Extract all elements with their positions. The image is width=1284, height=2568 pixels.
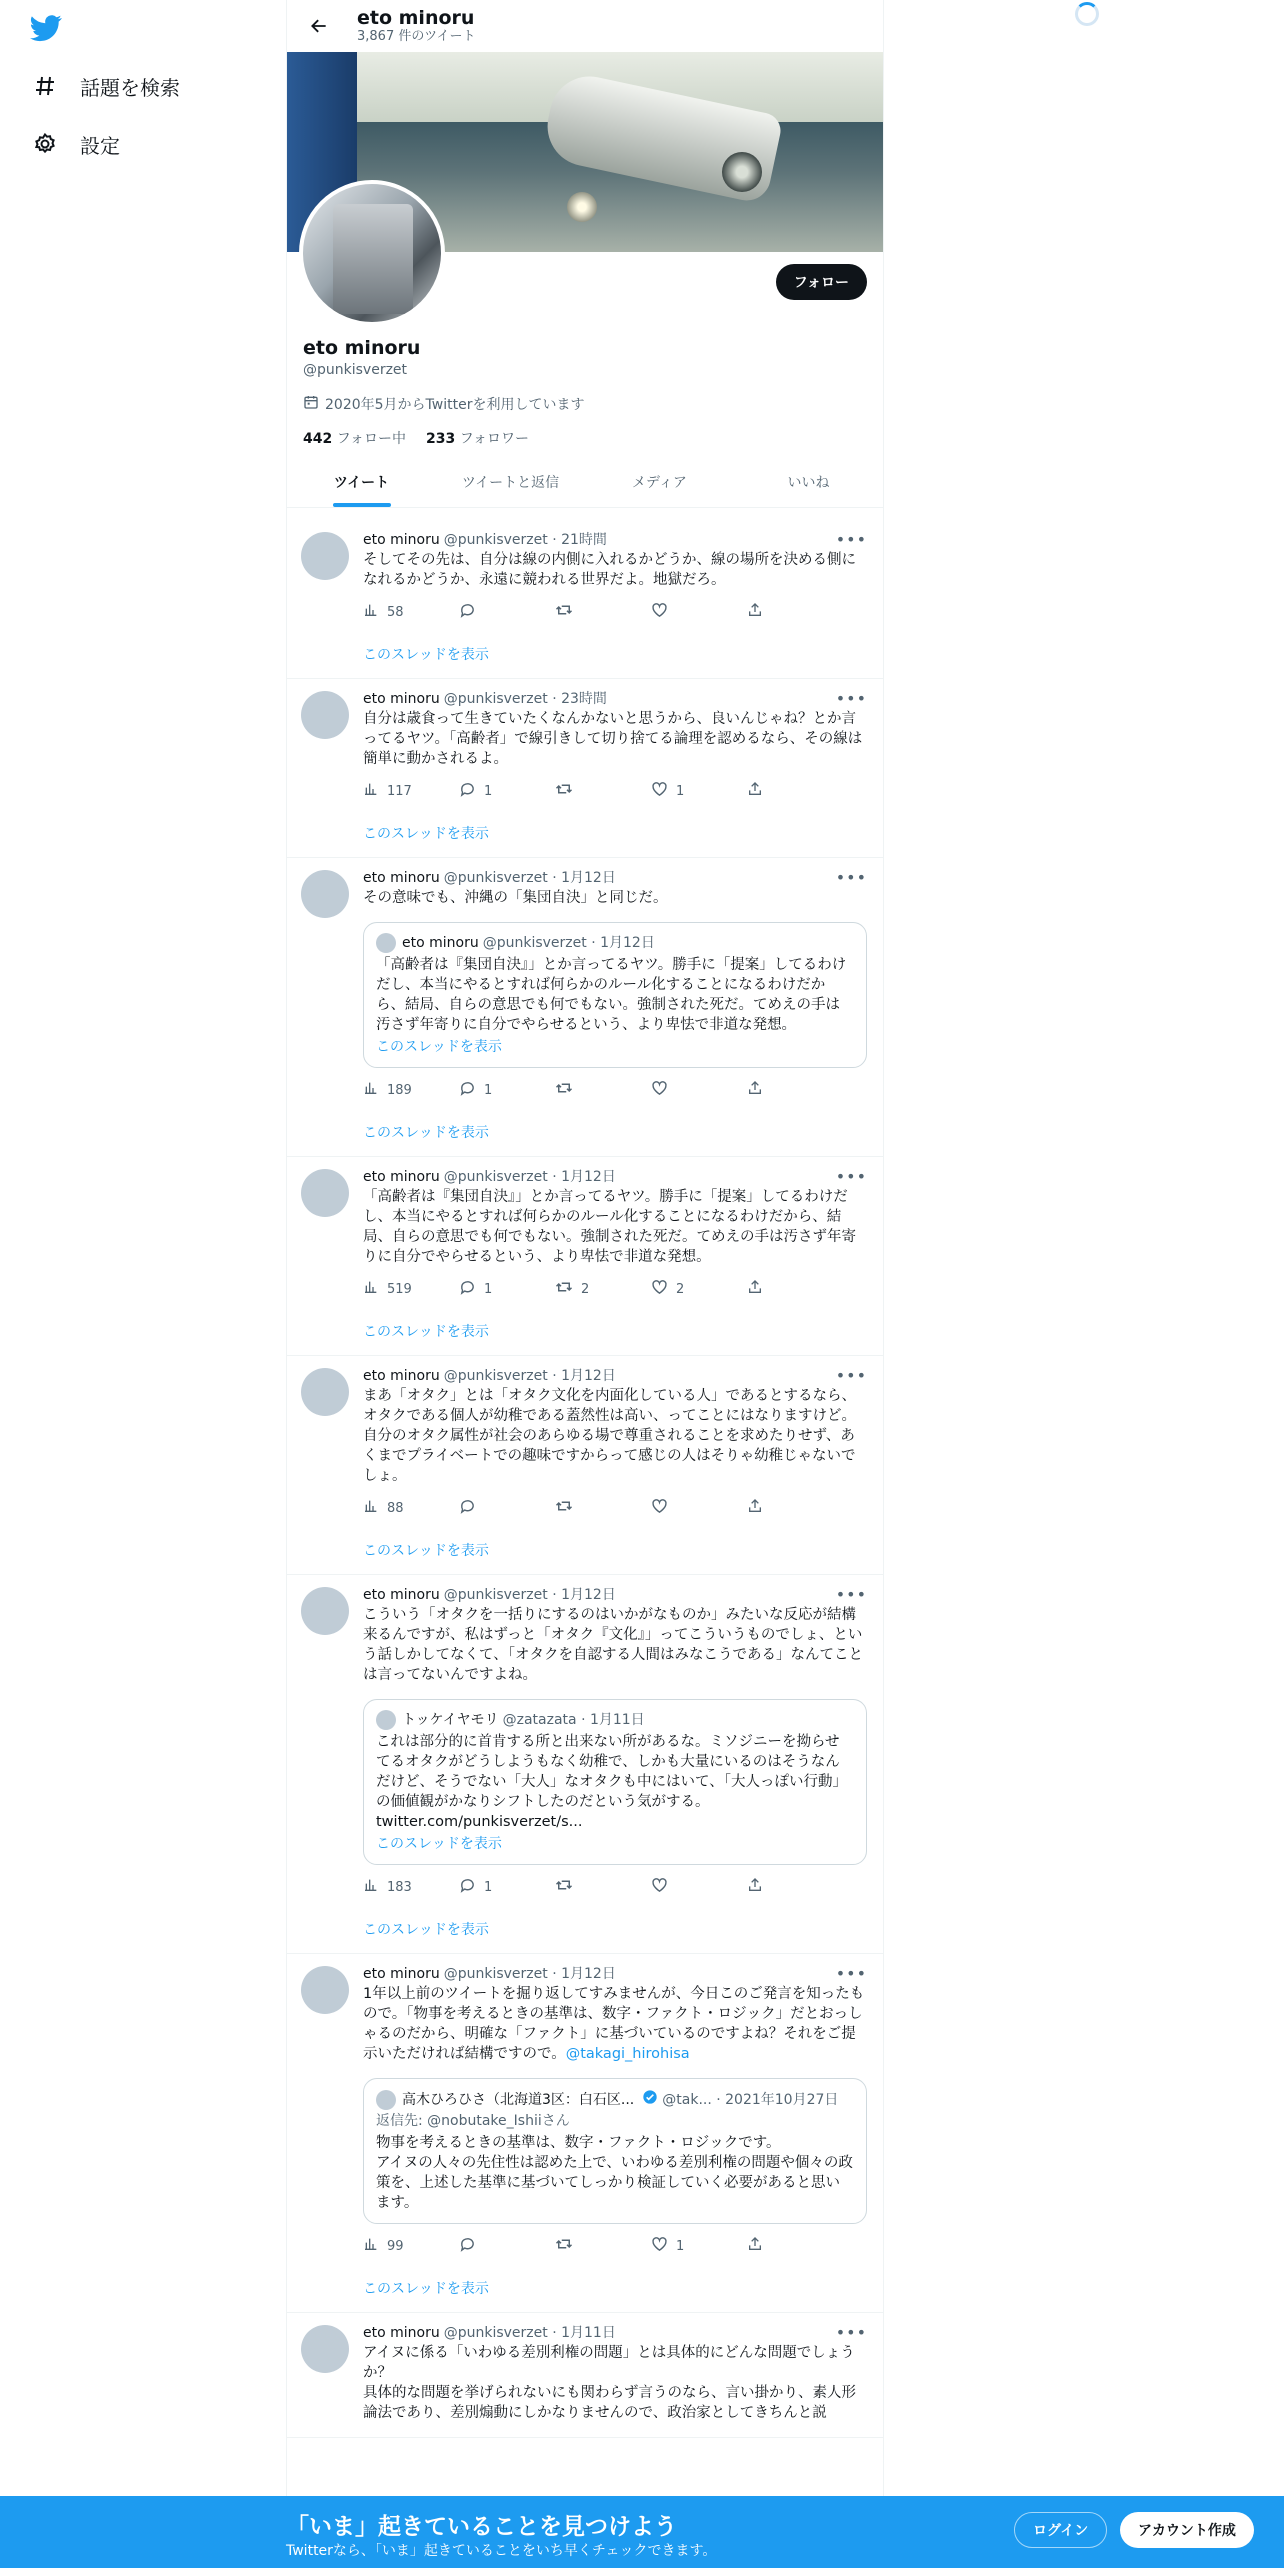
retweet-button[interactable]	[555, 1876, 651, 1898]
more-options-icon[interactable]: •••	[835, 868, 867, 887]
profile-info	[303, 336, 584, 448]
reply-button[interactable]: 1	[459, 1877, 555, 1898]
tweet-author-handle[interactable]: @punkisverzet	[443, 1966, 548, 1982]
retweet-icon	[555, 1278, 581, 1300]
twitter-logo-icon[interactable]	[30, 12, 66, 48]
share-icon	[747, 1498, 771, 1518]
left-sidebar	[0, 0, 286, 2568]
header-tweet-count: 3,867 件のツイート	[357, 29, 476, 44]
quote-thread-link[interactable]: このスレッドを表示	[376, 1039, 502, 1055]
share-button[interactable]	[747, 1279, 843, 1299]
heart-icon	[651, 1877, 676, 1898]
tweet-text: その意味でも、沖縄の「集団自決」と同じだ。	[363, 890, 668, 906]
retweet-icon	[555, 601, 581, 623]
retweet-icon	[555, 2235, 581, 2257]
tweet-author-name[interactable]: eto minoru	[363, 1169, 440, 1185]
views-icon	[363, 1498, 387, 1518]
show-thread-link[interactable]: このスレッドを表示	[363, 1543, 489, 1559]
reply-button[interactable]: 1	[459, 1279, 555, 1300]
tweet-text: まあ「オタク」とは「オタク文化を内面化している人」であるとするなら、オタクである個人が幼稚である蓋然性は高い、ってことにはなりますけど。自分のオタク属性が社会のあらゆる場で尊重されることを求めたりせず、あくまでプライベートでの趣味ですからって感じの人はそりゃ幼稚じゃないでしょ。	[363, 1388, 856, 1484]
quote-author-handle: @zatazata	[502, 1712, 577, 1728]
tweet-author-handle[interactable]: @punkisverzet	[443, 2325, 548, 2341]
show-thread-link[interactable]: このスレッドを表示	[363, 2281, 489, 2297]
quote-author-name: 高木ひろひさ（北海道3区：白石区...	[402, 2092, 635, 2108]
tab-likes[interactable]: いいね	[787, 474, 830, 491]
reply-icon	[459, 1877, 484, 1898]
tweet[interactable]	[287, 2313, 883, 2438]
tweet-author-handle[interactable]: @punkisverzet	[443, 532, 548, 548]
quote-reply-to: 返信先: @nobutake_Ishiiさん	[376, 2113, 570, 2129]
signup-banner	[0, 2496, 1284, 2568]
tweet-text: 自分は歳食って生きていたくなんかないと思うから、良いんじゃね？とか言ってるヤツ。「高齢者」で線引きして切り捨てる論理を認めるなら、その線は簡単に動かされるよ。	[363, 711, 863, 767]
retweet-icon	[555, 1497, 581, 1519]
quote-avatar	[376, 1710, 396, 1730]
tweet-author-handle[interactable]: @punkisverzet	[443, 1368, 548, 1384]
more-options-icon[interactable]: •••	[835, 1585, 867, 1604]
share-button[interactable]	[747, 1080, 843, 1100]
quote-thread-link[interactable]: このスレッドを表示	[376, 1836, 502, 1852]
tweet-actions	[363, 2234, 867, 2258]
quote-author-handle: @punkisverzet	[482, 935, 587, 951]
show-thread-link[interactable]: このスレッドを表示	[363, 647, 489, 663]
quoted-tweet[interactable]	[363, 2078, 867, 2224]
tweet-author-name[interactable]: eto minoru	[363, 2325, 440, 2341]
tweet-avatar[interactable]	[301, 2325, 349, 2373]
tweet-avatar[interactable]	[301, 691, 349, 739]
reply-icon	[459, 781, 484, 802]
tweet-text: こういう「オタクを一括りにするのはいかがなものか」みたいな反応が結構来るんですが、私はずっと「オタク『文化』」ってこういうものでしょ、という話しかしてなくて、「オタクを自認する人間はみなこうである」なんてことは言ってないんですよね。	[363, 1607, 863, 1683]
views-button[interactable]: 99	[363, 2236, 459, 2256]
like-button[interactable]	[651, 1498, 747, 1519]
tweet-author-name[interactable]: eto minoru	[363, 532, 440, 548]
retweet-icon	[555, 1079, 581, 1101]
tab-tweets-and-replies[interactable]: ツイートと返信	[461, 474, 560, 491]
reply-icon	[459, 1080, 484, 1101]
retweet-button[interactable]	[555, 780, 651, 802]
tweet-author-handle[interactable]: @punkisverzet	[443, 691, 548, 707]
quote-avatar	[376, 2090, 396, 2110]
login-button[interactable]: ログイン	[1014, 2512, 1107, 2548]
tweet-time[interactable]: · 1月11日	[552, 2325, 616, 2341]
calendar-icon	[303, 394, 319, 414]
profile-tabs	[287, 456, 883, 508]
share-icon	[747, 781, 771, 801]
tweet[interactable]	[287, 1356, 883, 1575]
views-button[interactable]: 519	[363, 1279, 459, 1299]
profile-handle: @punkisverzet	[303, 362, 408, 378]
quote-time: · 1月12日	[591, 935, 655, 951]
like-button[interactable]	[651, 1080, 747, 1101]
more-options-icon[interactable]: •••	[835, 1366, 867, 1385]
more-options-icon[interactable]: •••	[835, 1964, 867, 1983]
heart-icon	[651, 1080, 676, 1101]
reply-icon	[459, 602, 484, 623]
hashtag-icon	[30, 71, 60, 101]
tweet-avatar[interactable]	[301, 1966, 349, 2014]
views-icon	[363, 1080, 387, 1100]
back-arrow-icon[interactable]	[301, 8, 337, 44]
profile-column	[286, 0, 884, 2568]
tweet-author-handle[interactable]: @punkisverzet	[443, 870, 548, 886]
views-button[interactable]: 58	[363, 602, 459, 622]
nav-settings[interactable]	[30, 120, 120, 168]
share-button[interactable]	[747, 781, 843, 801]
tweet-avatar[interactable]	[301, 1368, 349, 1416]
tweet-actions	[363, 1496, 867, 1520]
show-thread-link[interactable]: このスレッドを表示	[363, 826, 489, 842]
tweet[interactable]	[287, 520, 883, 679]
retweet-button[interactable]: 2	[555, 1278, 651, 1300]
nav-explore-label: 話題を検索	[80, 75, 180, 100]
tweet-author-name[interactable]: eto minoru	[363, 1966, 440, 1982]
tweet[interactable]	[287, 1575, 883, 1954]
like-button[interactable]: 1	[651, 781, 747, 802]
tweet-time[interactable]: · 1月12日	[552, 1587, 616, 1603]
tweet-time[interactable]: · 21時間	[552, 532, 607, 548]
quote-time: · 1月11日	[581, 1712, 645, 1728]
quote-text: 「高齢者は『集団自決』」とか言ってるヤツ。勝手に「提案」してるわけだし、本当にやるとすれば何らかのルール化することになるわけだから、結局、自らの意思でも何でもない。強制された死だ。てめえの手は汚さず年寄りに自分でやらせるという、より卑怯で非道な発想。	[376, 957, 847, 1033]
tweet-text: 「高齢者は『集団自決』」とか言ってるヤツ。勝手に「提案」してるわけだし、本当にやるとすれば何らかのルール化することになるわけだから、結局、自らの意思でも何でもない。強制された死だ。てめえの手は汚さず年寄りに自分でやらせるという、より卑怯で非道な発想。	[363, 1189, 856, 1265]
reply-icon	[459, 1279, 484, 1300]
profile-avatar[interactable]	[299, 180, 445, 326]
reply-icon	[459, 1498, 484, 1519]
joined-date: 2020年5月からTwitterを利用しています	[303, 394, 584, 414]
tweet-actions	[363, 1078, 867, 1102]
tweet-avatar[interactable]	[301, 532, 349, 580]
tab-media[interactable]: メディア	[632, 474, 687, 491]
retweet-icon	[555, 780, 581, 802]
tab-tweets[interactable]: ツイート	[287, 456, 436, 507]
signup-headline: 「いま」起きていることを見つけよう	[286, 2514, 677, 2540]
share-button[interactable]	[747, 2236, 843, 2256]
tweet-author-name[interactable]: eto minoru	[363, 1587, 440, 1603]
heart-icon	[651, 2236, 676, 2257]
heart-icon	[651, 1498, 676, 1519]
show-thread-link[interactable]: このスレッドを表示	[363, 1922, 489, 1938]
nav-explore[interactable]	[30, 62, 180, 110]
profile-name: eto minoru	[303, 337, 421, 359]
tweet[interactable]	[287, 1954, 883, 2313]
signup-subline: Twitterなら、「いま」起きていることをいち早くチェックできます。	[286, 2543, 717, 2559]
more-options-icon[interactable]: •••	[835, 689, 867, 708]
nav-settings-label: 設定	[80, 133, 120, 158]
tweet[interactable]	[287, 858, 883, 1157]
tweet-time[interactable]: · 23時間	[552, 691, 607, 707]
more-options-icon[interactable]: •••	[835, 1167, 867, 1186]
quote-author-name: eto minoru	[402, 935, 479, 951]
retweet-button[interactable]	[555, 2235, 651, 2257]
views-button[interactable]: 117	[363, 781, 459, 801]
views-button[interactable]: 88	[363, 1498, 459, 1518]
show-thread-link[interactable]: このスレッドを表示	[363, 1125, 489, 1141]
views-icon	[363, 2236, 387, 2256]
tweet-time[interactable]: · 1月12日	[552, 1368, 616, 1384]
tweet-time[interactable]: · 1月12日	[552, 1169, 616, 1185]
more-options-icon[interactable]: •••	[835, 530, 867, 549]
tweet-author-name[interactable]: eto minoru	[363, 1368, 440, 1384]
tweet-text: アイヌに係る「いわゆる差別利権の問題」とは具体的にどんな問題でしょうか？ 具体的な問題を挙げられないにも関わらず言うのなら、言い掛かり、素人形論法であり、差別煽動にしかなりませんので、政治家としてきちんと説	[363, 2345, 856, 2421]
tweet-author-handle[interactable]: @punkisverzet	[443, 1587, 548, 1603]
reply-button[interactable]	[459, 602, 555, 623]
follow-button[interactable]: フォロー	[776, 264, 867, 300]
views-icon	[363, 1877, 387, 1897]
retweet-button[interactable]	[555, 1079, 651, 1101]
tweet[interactable]	[287, 1157, 883, 1356]
quote-avatar	[376, 933, 396, 953]
tweet-actions	[363, 779, 867, 803]
profile-header	[287, 0, 883, 52]
share-button[interactable]	[747, 1498, 843, 1518]
views-icon	[363, 781, 387, 801]
like-button[interactable]: 2	[651, 1279, 747, 1300]
quote-text: これは部分的に首肯する所と出来ない所があるな。ミソジニーを拗らせてるオタクがどうしようもなく幼稚で、しかも大量にいるのはそうなんだけど、そうでない「大人」なオタクも中にはいて、「大人っぽい行動」の価値観がかなりシフトしたのだという気がする。 twitter.com/punkisverzet/s...	[376, 1734, 847, 1830]
share-icon	[747, 1877, 771, 1897]
header-name: eto minoru	[357, 7, 475, 29]
following-link[interactable]: 442 フォロー中	[303, 431, 406, 447]
heart-icon	[651, 781, 676, 802]
like-button[interactable]	[651, 602, 747, 623]
reply-button[interactable]: 1	[459, 1080, 555, 1101]
verified-badge-icon	[642, 2089, 658, 2111]
reply-button[interactable]: 1	[459, 781, 555, 802]
tweet-author-name[interactable]: eto minoru	[363, 870, 440, 886]
quote-author-name: トッケイヤモリ	[402, 1712, 499, 1728]
gear-icon	[30, 129, 60, 159]
heart-icon	[651, 1279, 676, 1300]
reply-button[interactable]	[459, 2236, 555, 2257]
tweet-text: そしてその先は、自分は線の内側に入れるかどうか、線の場所を決める側になれるかどうか、永遠に競われる世界だよ。地獄だろ。	[363, 552, 856, 588]
tweet-avatar[interactable]	[301, 1169, 349, 1217]
tweet-actions	[363, 600, 867, 624]
retweet-button[interactable]	[555, 601, 651, 623]
share-icon	[747, 602, 771, 622]
loading-spinner	[1075, 2, 1099, 26]
tweet-feed	[287, 520, 883, 2438]
tweet-author-name[interactable]: eto minoru	[363, 691, 440, 707]
show-thread-link[interactable]: このスレッドを表示	[363, 1324, 489, 1340]
share-button[interactable]	[747, 1877, 843, 1897]
tweet-mention-link[interactable]: @takagi_hirohisa	[565, 2046, 690, 2062]
like-button[interactable]	[651, 1877, 747, 1898]
tweet-text: 1年以上前のツイートを掘り返してすみませんが、今日このご発言を知ったもので。「物事を考えるときの基準は、数字・ファクト・ロジック」だとおっしゃるのだから、明確な「ファクト」に基づいているのですよね？それをご提示いただければ結構ですので。@takagi_hirohisa	[363, 1986, 865, 2062]
quote-text: 物事を考えるときの基準は、数字・ファクト・ロジックです。 アイヌの人々の先住性は認めた上で、いわゆる差別利権の問題や個々の政策を、上述した基準に基づいてしっかり検証していく必要があると思います。	[376, 2135, 853, 2211]
heart-icon	[651, 602, 676, 623]
quote-time: · 2021年10月27日	[716, 2092, 839, 2108]
tweet-avatar[interactable]	[301, 1587, 349, 1635]
like-button[interactable]: 1	[651, 2236, 747, 2257]
signup-button[interactable]: アカウント作成	[1120, 2512, 1254, 2548]
reply-icon	[459, 2236, 484, 2257]
tweet-author-handle[interactable]: @punkisverzet	[443, 1169, 548, 1185]
share-icon	[747, 2236, 771, 2256]
quoted-tweet[interactable]	[363, 922, 867, 1068]
views-button[interactable]: 189	[363, 1080, 459, 1100]
followers-link[interactable]: 233 フォロワー	[426, 431, 529, 447]
retweet-button[interactable]	[555, 1497, 651, 1519]
views-button[interactable]: 183	[363, 1877, 459, 1897]
tweet-actions	[363, 1875, 867, 1899]
quote-author-handle: @tak...	[662, 2092, 712, 2108]
retweet-icon	[555, 1876, 581, 1898]
tweet-time[interactable]: · 1月12日	[552, 1966, 616, 1982]
reply-button[interactable]	[459, 1498, 555, 1519]
views-icon	[363, 602, 387, 622]
tweet-time[interactable]: · 1月12日	[552, 870, 616, 886]
tweet-avatar[interactable]	[301, 870, 349, 918]
share-button[interactable]	[747, 602, 843, 622]
more-options-icon[interactable]: •••	[835, 2323, 867, 2342]
tweet[interactable]	[287, 679, 883, 858]
quoted-tweet[interactable]	[363, 1699, 867, 1865]
views-icon	[363, 1279, 387, 1299]
share-icon	[747, 1279, 771, 1299]
tweet-actions	[363, 1277, 867, 1301]
share-icon	[747, 1080, 771, 1100]
